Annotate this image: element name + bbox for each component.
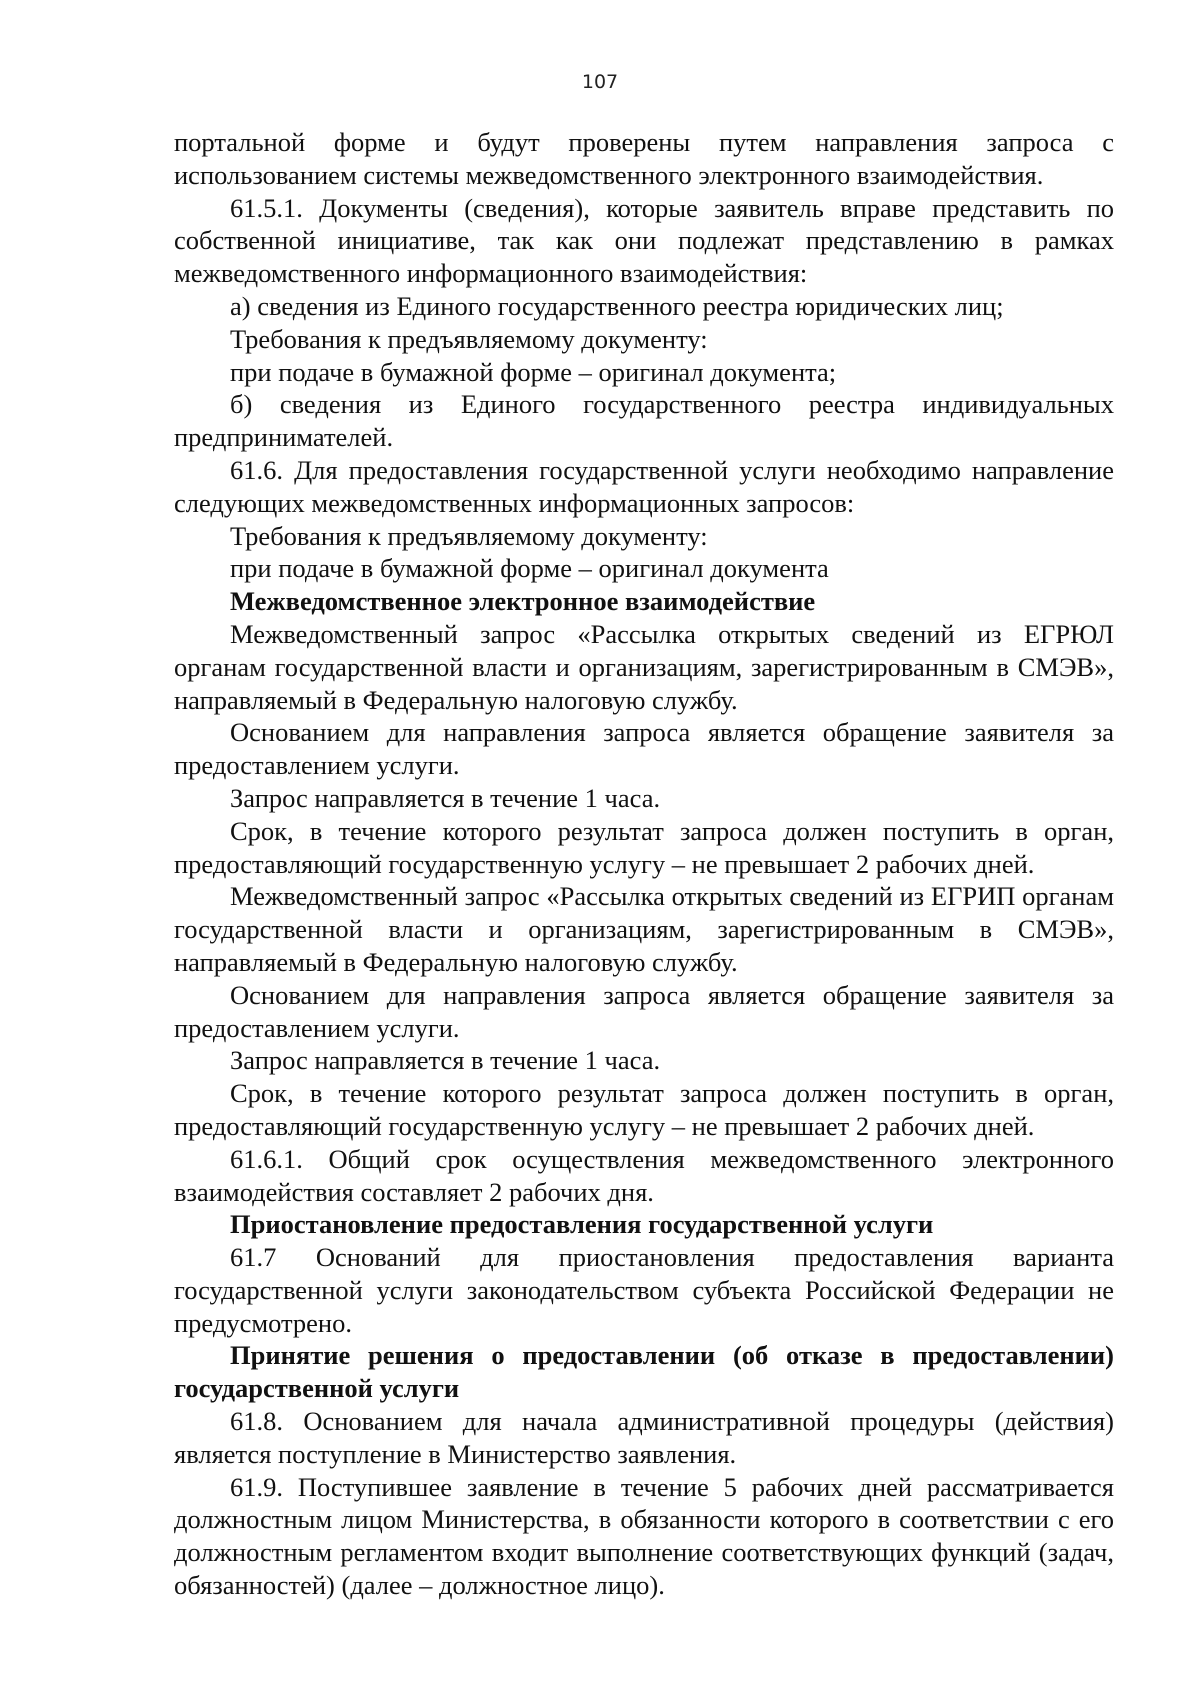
paragraph: Межведомственный запрос «Рассылка открытых сведений из ЕГРЮЛ органам государственной власти и организациям, зарегистрированным в СМЭВ», направляемый в Федеральную налоговую службу. xyxy=(174,618,1114,715)
paragraph: при подаче в бумажной форме – оригинал документа; xyxy=(230,356,837,387)
paragraph: Основанием для направления запроса является обращение заявителя за предоставлением услуги. xyxy=(174,979,1114,1043)
paragraph: 61.8. Основанием для начала административной процедуры (действия) является поступление в Министерство заявления. xyxy=(174,1406,1114,1469)
paragraph: 61.7 Оснований для приостановления предоставления варианта государственной услуги законодательством субъекта Российской Федерации не предусмотрено. xyxy=(174,1242,1114,1338)
paragraph: Срок, в течение которого результат запроса должен поступить в орган, предоставляющий государственную услугу – не превышает 2 рабочих дней. xyxy=(174,1078,1114,1141)
paragraph: 61.5.1. Документы (сведения), которые заявитель вправе представить по собственной инициативе, так как они подлежат представлению в рамках межведомственного информационного взаимодействия: xyxy=(174,192,1114,289)
paragraph: а) сведения из Единого государственного реестра юридических лиц; xyxy=(230,290,1004,321)
paragraph: Запрос направляется в течение 1 часа. xyxy=(230,782,661,813)
document-body xyxy=(174,126,1114,1602)
paragraph: при подаче в бумажной форме – оригинал документа xyxy=(230,553,829,584)
paragraph: Требования к предъявляемому документу: xyxy=(230,323,708,354)
paragraph: Требования к предъявляемому документу: xyxy=(230,520,708,551)
section-heading: Приостановление предоставления государственной услуги xyxy=(230,1209,934,1240)
paragraph: Срок, в течение которого результат запроса должен поступить в орган, предоставляющий государственную услугу – не превышает 2 рабочих дней. xyxy=(174,815,1114,879)
paragraph: портальной форме и будут проверены путем направления запроса с использованием системы межведомственного электронного взаимодействия. xyxy=(174,127,1114,190)
paragraph: 61.9. Поступившее заявление в течение 5 рабочих дней рассматривается должностным лицом Министерства, в обязанности которого в соответствии с его должностным регламентом входит выполнение соответствующих функций (задач, обязанностей) (далее – должностное лицо). xyxy=(174,1471,1114,1601)
paragraph: Основанием для направления запроса является обращение заявителя за предоставлением услуги. xyxy=(174,717,1114,781)
paragraph: б) сведения из Единого государственного реестра индивидуальных предпринимателей. xyxy=(174,389,1114,453)
paragraph: 61.6.1. Общий срок осуществления межведомственного электронного взаимодействия составляет 2 рабочих дня. xyxy=(174,1143,1114,1207)
paragraph: Запрос направляется в течение 1 часа. xyxy=(230,1045,661,1076)
paragraph: Межведомственный запрос «Рассылка открытых сведений из ЕГРИП органам государственной власти и организациям, зарегистрированным в СМЭВ», направляемый в Федеральную налоговую службу. xyxy=(174,881,1114,977)
page-number: 107 xyxy=(581,71,619,93)
paragraph: 61.6. Для предоставления государственной услуги необходимо направление следующих межведомственных информационных запросов: xyxy=(174,454,1114,518)
section-heading: Принятие решения о предоставлении (об отказе в предоставлении) государственной услуги xyxy=(174,1340,1114,1404)
section-heading: Межведомственное электронное взаимодействие xyxy=(230,586,816,617)
